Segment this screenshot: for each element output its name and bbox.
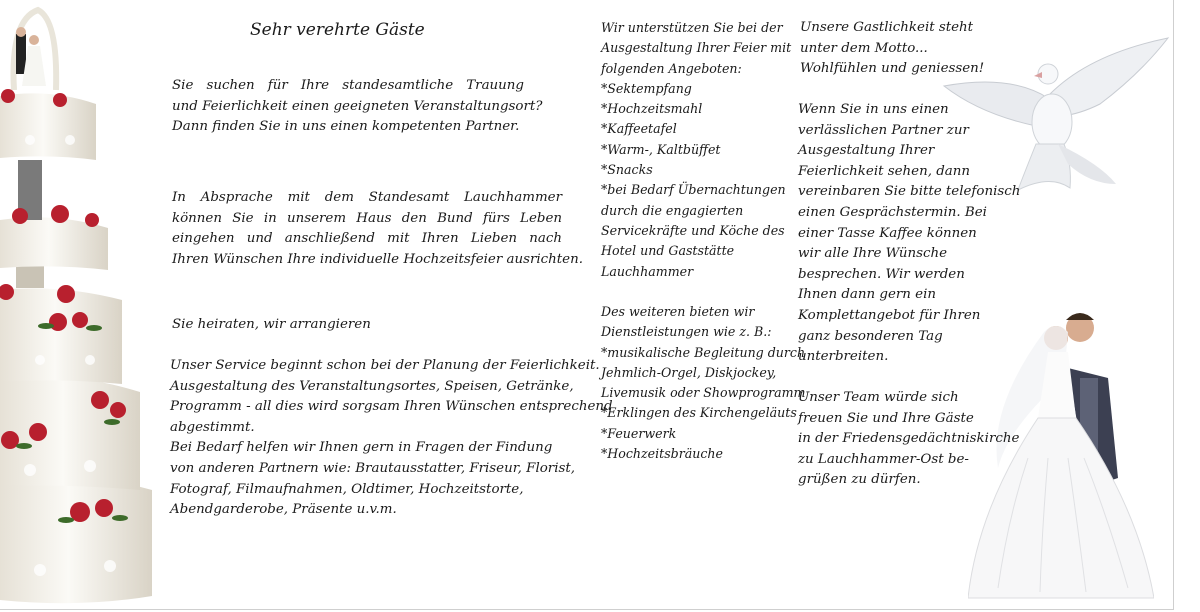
text-line: von anderen Partnern wie: Brautausstatter, Friseur, Florist, xyxy=(170,460,575,476)
text-line: durch die engagierten xyxy=(601,202,744,218)
text-line: Feierlichkeit sehen, dann xyxy=(798,163,971,179)
text-line: folgenden Angeboten: xyxy=(601,60,742,76)
list-item: *Warm-, Kaltbüffet xyxy=(601,141,721,157)
text-line: einen Gesprächstermin. Bei xyxy=(798,204,987,220)
text-line: Ausgestaltung Ihrer Feier mit xyxy=(601,40,792,56)
text-line: Dienstleistungen wie z. B.: xyxy=(601,324,772,340)
text-line: Servicekräfte und Köche des xyxy=(601,222,785,238)
text-line: und Feierlichkeit einen geeigneten Veranstaltungsort? xyxy=(172,98,543,114)
text-line: wir alle Ihre Wünsche xyxy=(798,246,948,262)
text-line: Programm - all dies wird sorgsam Ihren Wünschen entsprechend xyxy=(170,399,613,415)
text-line: Komplettangebot für Ihren xyxy=(798,307,981,323)
text-line: In Absprache mit dem Standesamt Lauchhammer xyxy=(172,190,562,205)
text-line: Ausgestaltung des Veranstaltungsortes, Speisen, Getränke, xyxy=(170,378,574,394)
list-item: *musikalische Begleitung durch xyxy=(601,344,806,360)
contact-paragraph xyxy=(798,100,1020,368)
text-line: Livemusik oder Showprogramm xyxy=(601,385,806,401)
services-list xyxy=(601,302,806,464)
text-line: ganz besonderen Tag xyxy=(798,328,943,344)
text-line: Des weiteren bieten wir xyxy=(601,304,755,319)
registry-paragraph xyxy=(172,188,583,270)
team-paragraph xyxy=(798,388,1019,491)
service-paragraph xyxy=(170,356,613,521)
text-line: abgestimmt. xyxy=(170,419,255,435)
text-line: Abendgarderobe, Präsente u.v.m. xyxy=(170,502,397,518)
text-line: Wohlfühlen und geniessen! xyxy=(800,61,985,77)
text-line: Fotograf, Filmaufnahmen, Oldtimer, Hochzeitstorte, xyxy=(170,481,524,497)
text-line: zu Lauchhammer-Ost be- xyxy=(798,451,969,467)
text-line: Wenn Sie in uns einen xyxy=(798,102,949,117)
text-line: besprechen. Wir werden xyxy=(798,266,965,282)
text-line: Jehmlich-Orgel, Diskjockey, xyxy=(601,364,777,380)
text-line: Unsere Gastlichkeit steht xyxy=(800,20,974,35)
list-item: *Snacks xyxy=(601,162,653,178)
text-line: verlässlichen Partner zur xyxy=(798,122,969,138)
text-line: Bei Bedarf helfen wir Ihnen gern in Fragen der Findung xyxy=(170,440,553,456)
offers-list xyxy=(601,18,791,282)
text-line: einer Tasse Kaffee können xyxy=(798,225,977,241)
list-item: *Feuerwerk xyxy=(601,425,677,441)
text-line: Unser Service beginnt schon bei der Planung der Feierlichkeit. xyxy=(170,358,600,373)
text-line: Wir unterstützen Sie bei der xyxy=(601,20,783,35)
text-line: Unser Team würde sich xyxy=(798,390,959,405)
text-line: Ausgestaltung Ihrer xyxy=(798,143,935,159)
text-line: vereinbaren Sie bitte telefonisch xyxy=(798,184,1021,200)
list-item: *Erklingen des Kirchengeläuts xyxy=(601,405,797,421)
intro-paragraph xyxy=(172,76,543,138)
list-item: *Hochzeitsbräuche xyxy=(601,446,723,462)
text-line: können Sie in unserem Haus den Bund fürs Leben xyxy=(172,210,562,226)
text-line: Ihren Wünschen Ihre individuelle Hochzeitsfeier ausrichten. xyxy=(172,251,583,267)
text-line: grüßen zu dürfen. xyxy=(798,472,921,488)
text-line: eingehen und anschließend mit Ihren Lieben nach xyxy=(172,231,562,247)
text-line: Dann finden Sie in uns einen kompetenten Partner. xyxy=(172,119,520,135)
text-line: in der Friedensgedächtniskirche xyxy=(798,431,1020,447)
text-line: unter dem Motto... xyxy=(800,40,928,56)
page-title: Sehr verehrte Gäste xyxy=(250,20,425,40)
tagline: Sie heiraten, wir arrangieren xyxy=(172,317,371,332)
text-line: unterbreiten. xyxy=(798,349,889,365)
text-line: Lauchhammer xyxy=(601,263,694,279)
text-line: Ihnen dann gern ein xyxy=(798,287,937,303)
list-item: *bei Bedarf Übernachtungen xyxy=(601,182,786,198)
list-item: *Kaffeetafel xyxy=(601,121,677,137)
list-item: *Hochzeitsmahl xyxy=(601,101,703,117)
wedding-cake-image xyxy=(0,0,160,612)
motto-paragraph xyxy=(800,18,984,80)
text-line: Sie suchen für Ihre standesamtliche Trauung xyxy=(172,78,524,93)
text-line: Hotel und Gaststätte xyxy=(601,243,735,259)
list-item: *Sektempfang xyxy=(601,80,692,96)
text-line: freuen Sie und Ihre Gäste xyxy=(798,410,974,426)
